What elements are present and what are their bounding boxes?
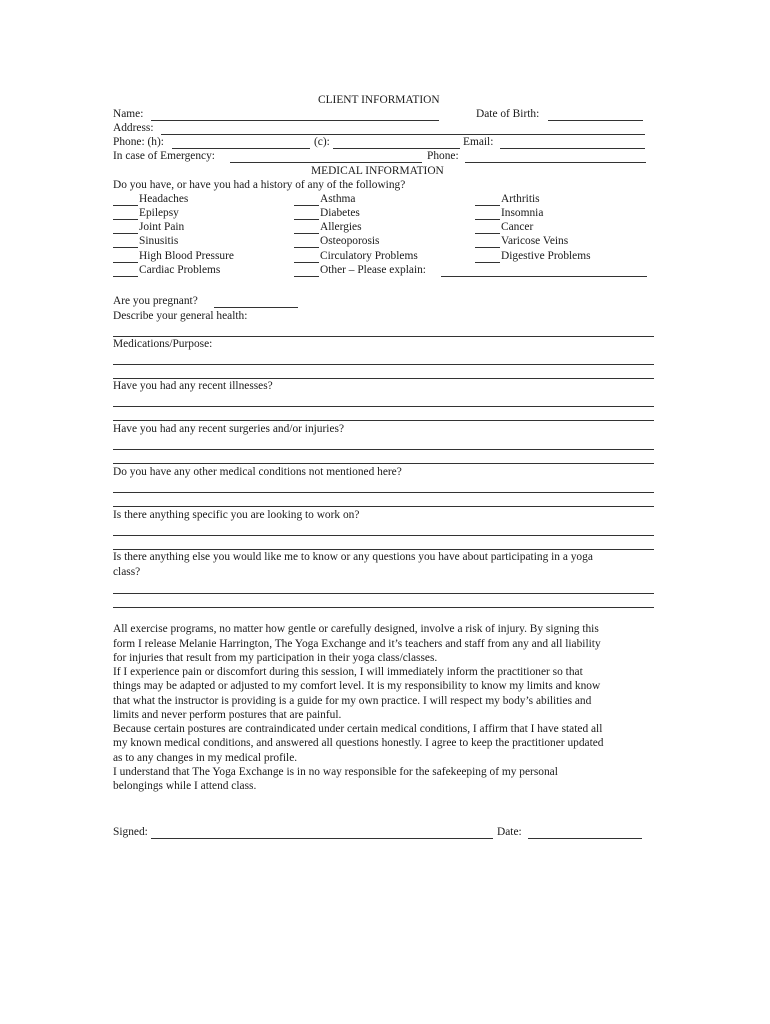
- condition-label: Other – Please explain:: [320, 264, 426, 276]
- waiver-line: If I experience pain or discomfort during this session, I will immediately inform the practitioner so that: [113, 666, 583, 678]
- email-label: Email:: [463, 136, 494, 148]
- waiver-line: as to any changes in my medical profile.: [113, 752, 298, 764]
- dob-label: Date of Birth:: [476, 108, 540, 120]
- phone-home-label: Phone: (h):: [113, 136, 164, 148]
- condition-label: Epilepsy: [139, 207, 179, 219]
- condition-label: Cancer: [501, 221, 534, 233]
- checkbox-line[interactable]: [113, 276, 138, 277]
- answer-line[interactable]: [113, 364, 654, 365]
- illnesses-question: Have you had any recent illnesses?: [113, 380, 273, 392]
- checkbox-line[interactable]: [113, 219, 138, 220]
- condition-label: Allergies: [320, 221, 362, 233]
- condition-label: Varicose Veins: [501, 235, 569, 247]
- answer-line[interactable]: [113, 420, 654, 421]
- waiver-line: things may be adapted or adjusted to my comfort level. It is my responsibility to know my limits and know: [113, 680, 601, 692]
- medications-question: Medications/Purpose:: [113, 338, 213, 350]
- general-health-question: Describe your general health:: [113, 310, 248, 322]
- pregnant-question: Are you pregnant?: [113, 295, 198, 307]
- condition-label: Sinusitis: [139, 235, 179, 247]
- answer-line[interactable]: [113, 535, 654, 536]
- answer-line[interactable]: [113, 492, 654, 493]
- condition-label: Diabetes: [320, 207, 360, 219]
- other-explain-field[interactable]: [441, 276, 647, 277]
- answer-line[interactable]: [113, 406, 654, 407]
- other-conditions-question: Do you have any other medical conditions not mentioned here?: [113, 466, 402, 478]
- waiver-line: my known medical conditions, and answered all questions honestly. I agree to keep the practitioner updated: [113, 737, 604, 749]
- checkbox-line[interactable]: [113, 233, 138, 234]
- phone-cell-label: (c):: [314, 136, 330, 148]
- condition-label: Cardiac Problems: [139, 264, 221, 276]
- date-label: Date:: [497, 826, 522, 838]
- condition-label: Osteoporosis: [320, 235, 380, 247]
- waiver-line: that what the instructor is providing is a guide for my own practice. I will respect my body’s abilities and: [113, 695, 592, 707]
- address-label: Address:: [113, 122, 154, 134]
- waiver-line: Because certain postures are contraindicated under certain medical conditions, I affirm that I have stated all: [113, 723, 603, 735]
- waiver-line: I understand that The Yoga Exchange is in no way responsible for the safekeeping of my personal: [113, 766, 558, 778]
- answer-line[interactable]: [113, 607, 654, 608]
- checkbox-line[interactable]: [475, 205, 500, 206]
- dob-field[interactable]: [548, 120, 643, 121]
- emergency-field[interactable]: [230, 162, 422, 163]
- checkbox-line[interactable]: [475, 233, 500, 234]
- signature-field[interactable]: [151, 838, 493, 839]
- checkbox-line[interactable]: [294, 247, 319, 248]
- answer-line[interactable]: [113, 506, 654, 507]
- checkbox-line[interactable]: [113, 262, 138, 263]
- anything-else-question-cont: class?: [113, 566, 141, 578]
- checkbox-line[interactable]: [475, 247, 500, 248]
- name-field[interactable]: [151, 120, 439, 121]
- answer-line[interactable]: [113, 463, 654, 464]
- waiver-line: belongings while I attend class.: [113, 780, 257, 792]
- signed-label: Signed:: [113, 826, 148, 838]
- condition-label: High Blood Pressure: [139, 250, 234, 262]
- checkbox-line[interactable]: [294, 276, 319, 277]
- checkbox-line[interactable]: [294, 205, 319, 206]
- emergency-phone-label: Phone:: [427, 150, 459, 162]
- date-field[interactable]: [528, 838, 642, 839]
- checkbox-line[interactable]: [294, 262, 319, 263]
- waiver-line: form I release Melanie Harrington, The Yoga Exchange and it’s teachers and staff from any and all liability: [113, 638, 601, 650]
- medical-history-question: Do you have, or have you had a history of any of the following?: [113, 179, 406, 191]
- condition-label: Circulatory Problems: [320, 250, 418, 262]
- waiver-line: All exercise programs, no matter how gentle or carefully designed, involve a risk of injury. By signing this: [113, 623, 599, 635]
- answer-line[interactable]: [113, 593, 654, 594]
- condition-label: Headaches: [139, 193, 189, 205]
- client-info-title: CLIENT INFORMATION: [318, 94, 440, 106]
- emergency-phone-field[interactable]: [465, 162, 646, 163]
- address-field[interactable]: [161, 134, 645, 135]
- emergency-label: In case of Emergency:: [113, 150, 215, 162]
- checkbox-line[interactable]: [113, 205, 138, 206]
- name-label: Name:: [113, 108, 144, 120]
- anything-else-question: Is there anything else you would like me to know or any questions you have about participating in a yoga: [113, 551, 593, 563]
- waiver-line: limits and never perform postures that are painful.: [113, 709, 342, 721]
- waiver-line: for injuries that result from my participation in their yoga class/classes.: [113, 652, 438, 664]
- condition-label: Arthritis: [501, 193, 540, 205]
- checkbox-line[interactable]: [475, 219, 500, 220]
- work-on-question: Is there anything specific you are looking to work on?: [113, 509, 360, 521]
- surgeries-question: Have you had any recent surgeries and/or injuries?: [113, 423, 344, 435]
- checkbox-line[interactable]: [475, 262, 500, 263]
- checkbox-line[interactable]: [294, 233, 319, 234]
- condition-label: Digestive Problems: [501, 250, 591, 262]
- condition-label: Asthma: [320, 193, 356, 205]
- medical-info-title: MEDICAL INFORMATION: [311, 165, 444, 177]
- pregnant-field[interactable]: [214, 307, 298, 308]
- condition-label: Insomnia: [501, 207, 544, 219]
- answer-line[interactable]: [113, 449, 654, 450]
- email-field[interactable]: [500, 148, 645, 149]
- condition-label: Joint Pain: [139, 221, 185, 233]
- checkbox-line[interactable]: [294, 219, 319, 220]
- checkbox-line[interactable]: [113, 247, 138, 248]
